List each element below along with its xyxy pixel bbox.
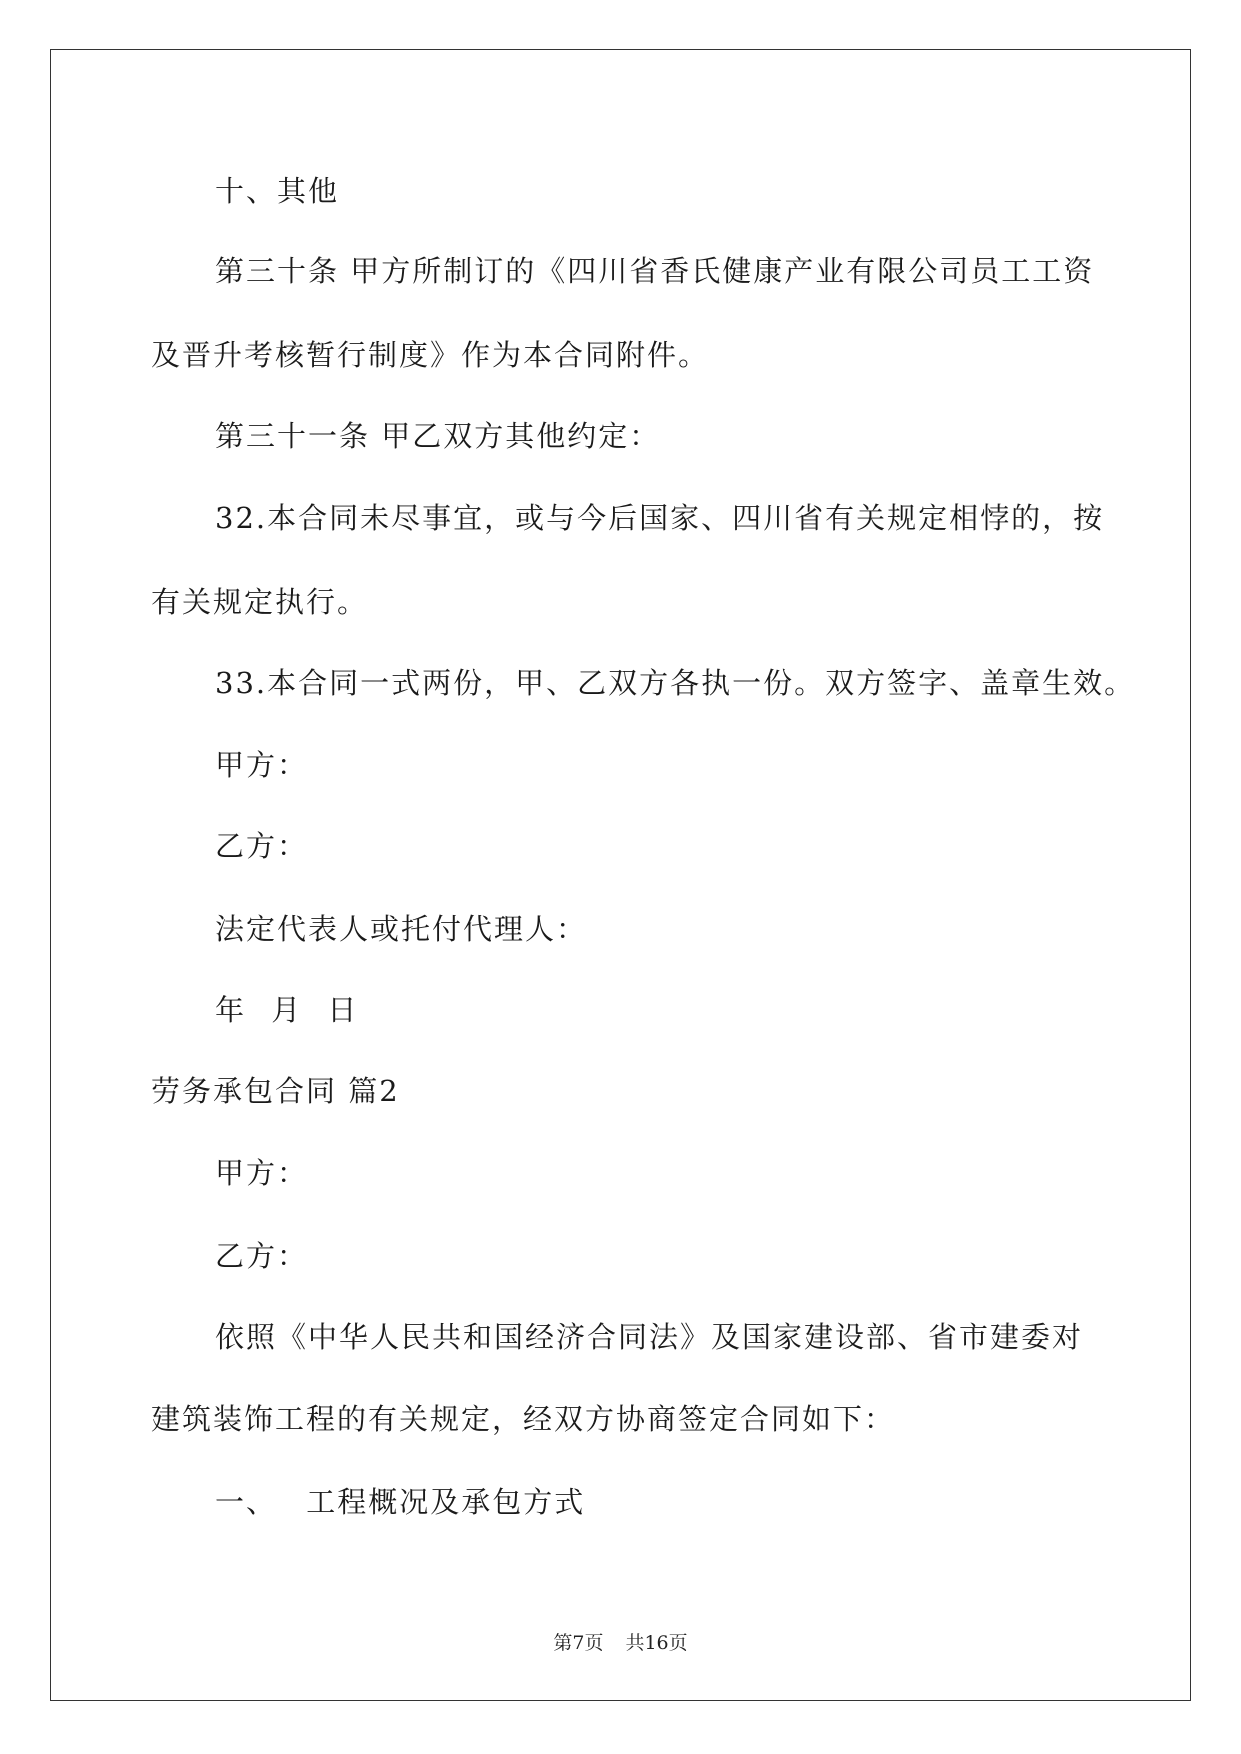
page-footer [0,1631,1241,1655]
page-border [50,49,1191,1701]
section-heading-project-overview: 一、 工程概况及承包方式 [215,1485,586,1519]
party-b-label-2: 乙方： [215,1239,309,1273]
total-pages: 共16页 [625,1632,688,1654]
paragraph-basis-line-2: 建筑装饰工程的有关规定，经双方协商签定合同如下： [151,1402,896,1436]
party-a-label-2: 甲方： [215,1156,309,1190]
section-heading-other: 十、其他 [215,174,340,208]
date-line: 年 月 日 [215,993,359,1027]
party-b-label: 乙方： [215,829,309,863]
paragraph-article-30-line-2: 及晋升考核暂行制度》作为本合同附件。 [151,338,710,372]
legal-representative-label: 法定代表人或托付代理人： [215,912,588,946]
party-a-label: 甲方： [215,748,309,782]
paragraph-article-31: 第三十一条 甲乙双方其他约定： [215,419,661,453]
page-number: 第7页 [553,1632,604,1654]
paragraph-item-32-line-2: 有关规定执行。 [151,585,369,619]
contract-title-part-2: 劳务承包合同 篇2 [151,1074,400,1108]
paragraph-item-32-line-1: 32.本合同未尽事宜，或与今后国家、四川省有关规定相悖的，按 [215,501,1105,535]
paragraph-basis-line-1: 依照《中华人民共和国经济合同法》及国家建设部、省市建委对 [215,1320,1084,1354]
paragraph-article-30-line-1: 第三十条 甲方所制订的《四川省香氏健康产业有限公司员工工资 [215,254,1095,288]
paragraph-item-33: 33.本合同一式两份，甲、乙双方各执一份。双方签字、盖章生效。 [215,666,1136,700]
